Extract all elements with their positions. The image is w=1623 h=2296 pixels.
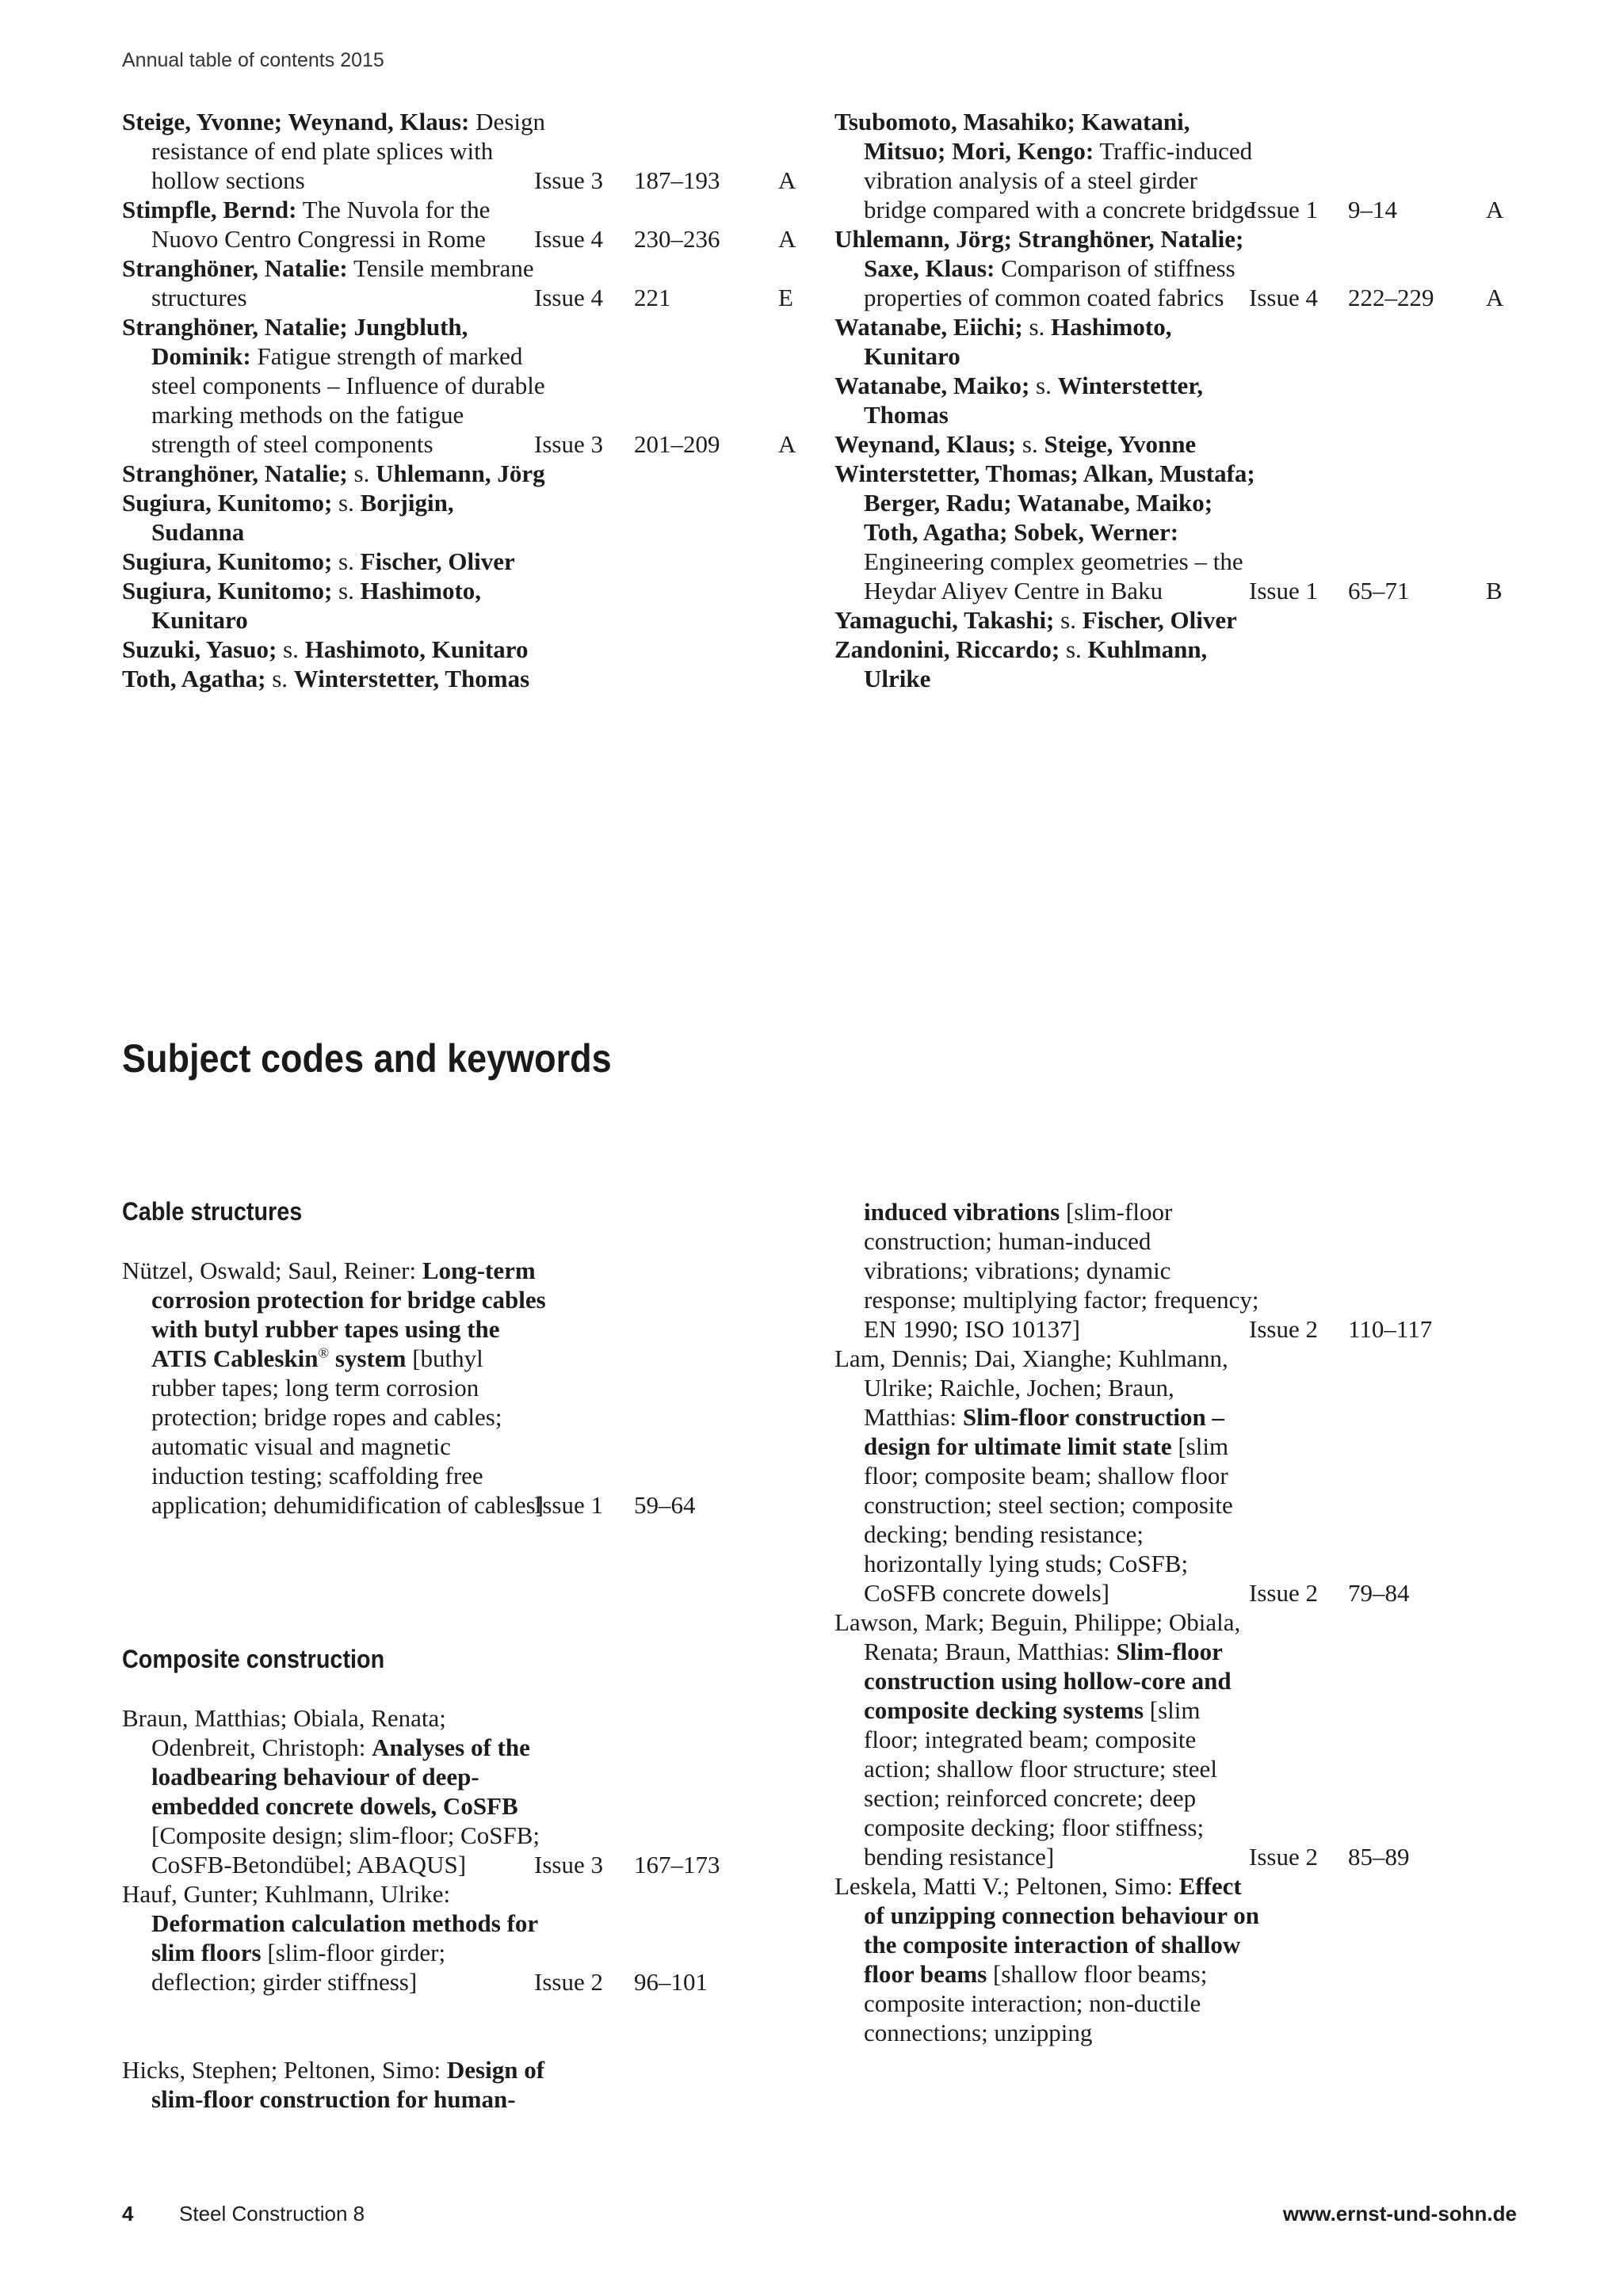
- page-number: 4: [122, 2202, 134, 2225]
- author-cross-reference: Stranghöner, Natalie; s. Uhlemann, Jörg: [122, 460, 545, 487]
- author-cross-reference: Zandonini, Riccardo; s. Kuhlmann, Ulrike: [834, 635, 1208, 692]
- issue-number: Issue 1: [1249, 196, 1318, 223]
- running-head: Annual table of contents 2015: [122, 49, 384, 71]
- issue-number: Issue 3: [534, 430, 603, 458]
- page-range: 222–229: [1348, 284, 1434, 311]
- subject-composite-entries-left: [122, 1703, 831, 1997]
- subject-entry-continuation: induced vibrations [slim-floor construction; human-induced vibrations; vibrations; dynamic response; multiplying factor; frequency; EN 1990; ISO 10137]: [864, 1198, 1259, 1343]
- issue-number: Issue 1: [534, 1491, 603, 1519]
- subject-composite-entries-right: [834, 1197, 1532, 2047]
- subject-code: A: [1486, 196, 1504, 223]
- subject-code: E: [778, 284, 793, 311]
- subject-heading-composite-construction: Composite construction: [122, 1645, 385, 1673]
- issue-number: Issue 4: [1249, 284, 1318, 311]
- author-cross-reference: Watanabe, Eiichi; s. Hashimoto, Kunitaro: [834, 313, 1172, 370]
- subject-entry-meta: [834, 1197, 1532, 1344]
- subject-heading-cable-structures: Cable structures: [122, 1197, 303, 1226]
- journal-name: Steel Construction 8: [179, 2202, 365, 2225]
- issue-number: Issue 2: [534, 1968, 603, 1996]
- subject-entry: Braun, Matthias; Obiala, Renata; Odenbreit, Christoph: Analyses of the loadbearing behaviour of deep-embedded concrete dowels, CoSFB [Composite design; slim-floor; CoSFB; CoSFB-Betondübel; ABAQUS] Issue 3 167–173: [122, 1704, 720, 1878]
- author-cross-reference: Suzuki, Yasuo; s. Hashimoto, Kunitaro: [122, 635, 529, 663]
- issue-number: Issue 1: [1249, 577, 1318, 605]
- author-cross-reference: Watanabe, Maiko; s. Winterstetter, Thomas: [834, 372, 1203, 429]
- page-range: 9–14: [1348, 196, 1397, 223]
- issue-number: Issue 3: [534, 166, 603, 194]
- publisher-url[interactable]: www.ernst-und-sohn.de: [1282, 2202, 1517, 2225]
- author-entry: Steige, Yvonne; Weynand, Klaus: Design resistance of end plate splices with hollow sections Issue 3 187–193 A: [122, 108, 796, 194]
- author-entry: Stranghöner, Natalie: Tensile membrane structures Issue 4 221 E: [122, 254, 793, 311]
- author-cross-reference: Sugiura, Kunitomo; s. Fischer, Oliver: [122, 547, 515, 575]
- issue-number: Issue 2: [1249, 1843, 1318, 1871]
- issue-number: Issue 4: [534, 225, 603, 253]
- page-range: 221: [634, 284, 671, 311]
- page-range: 65–71: [1348, 577, 1410, 605]
- author-cross-reference: Sugiura, Kunitomo; s. Hashimoto, Kunitaro: [122, 577, 482, 634]
- issue-number: Issue 2: [1249, 1579, 1318, 1607]
- subject-code: A: [778, 430, 796, 458]
- author-entry: Stranghöner, Natalie; Jungbluth, Dominik: Fatigue strength of marked steel components – Influence of durable marking methods on the fatigue strength of steel components Issue 3 201–209 A: [122, 313, 796, 458]
- subject-code: A: [1486, 284, 1504, 311]
- subject-code: A: [778, 225, 796, 253]
- subject-entry: Nützel, Oswald; Saul, Reiner: Long-term corrosion protection for bridge cables with butyl rubber tapes using the ATIS Cableskin® system [buthyl rubber tapes; long term corrosion protection; bridge ropes and cables; automatic visual and magnetic induction testing; scaffolding free application; dehumidification of cables] Issue 1 59–64: [122, 1257, 696, 1519]
- page-range: 201–209: [634, 430, 720, 458]
- author-cross-reference: Sugiura, Kunitomo; s. Borjigin, Sudanna: [122, 489, 454, 546]
- issue-number: Issue 4: [534, 284, 603, 311]
- author-cross-reference: Weynand, Klaus; s. Steige, Yvonne: [834, 430, 1197, 458]
- subject-code: B: [1486, 577, 1503, 605]
- subject-cable-entries: [122, 1256, 831, 1520]
- subject-entry: Lam, Dennis; Dai, Xianghe; Kuhlmann, Ulrike; Raichle, Jochen; Braun, Matthias: Slim-floor construction – design for ultimate limit state [slim floor; composite beam; shallow floor construction; steel section; composite decking; bending resistance; horizontally lying studs; CoSFB; CoSFB concrete dowels] Issue 2 79–84: [834, 1344, 1410, 1607]
- author-index-left-column: [122, 107, 831, 693]
- page-range: 110–117: [1348, 1315, 1433, 1343]
- page-range: 230–236: [634, 225, 720, 253]
- subject-code: A: [778, 166, 796, 194]
- page-range: 187–193: [634, 166, 720, 194]
- author-entry: Winterstetter, Thomas; Alkan, Mustafa; Berger, Radu; Watanabe, Maiko; Toth, Agatha; Sobek, Werner: Engineering complex geometries – the Heydar Aliyev Centre in Baku Issue 1 65–71 B: [834, 460, 1503, 605]
- subject-entry: Hauf, Gunter; Kuhlmann, Ulrike: Deformation calculation methods for slim floors [slim-floor girder; deflection; girder stiffness] Issue 2 96–101: [122, 1880, 708, 1996]
- page-range: 79–84: [1348, 1579, 1410, 1607]
- page-range: 59–64: [634, 1491, 696, 1519]
- author-entry: Tsubomoto, Masahiko; Kawatani, Mitsuo; Mori, Kengo: Traffic-induced vibration analysis of a steel girder bridge compared with a concrete bridge Issue 1 9–14 A: [834, 108, 1504, 223]
- author-index-right-column: [834, 107, 1532, 693]
- page-range: 167–173: [634, 1851, 720, 1878]
- issue-number: Issue 3: [534, 1851, 603, 1878]
- author-cross-reference: Toth, Agatha; s. Winterstetter, Thomas: [122, 665, 530, 692]
- page-range: 85–89: [1348, 1843, 1410, 1871]
- author-entry: Stimpfle, Bernd: The Nuvola for the Nuovo Centro Congressi in Rome Issue 4 230–236 A: [122, 196, 796, 253]
- author-entry: Uhlemann, Jörg; Stranghöner, Natalie; Saxe, Klaus: Comparison of stiffness properties of common coated fabrics Issue 4 222–229 A: [834, 225, 1504, 311]
- subject-entry: Lawson, Mark; Beguin, Philippe; Obiala, Renata; Braun, Matthias: Slim-floor construction using hollow-core and composite decking systems [slim floor; integrated beam; composite action; shallow floor structure; steel section; reinforced concrete; deep composite decking; floor stiffness; bending resistance] Issue 2 85–89: [834, 1608, 1410, 1871]
- page-range: 96–101: [634, 1968, 708, 1996]
- author-cross-reference: Yamaguchi, Takashi; s. Fischer, Oliver: [834, 606, 1237, 634]
- issue-number: Issue 2: [1249, 1315, 1318, 1343]
- subject-entry: Leskela, Matti V.; Peltonen, Simo: Effect of unzipping connection behaviour on the composite interaction of shallow floor beams [shallow floor beams; composite interaction; non-ductile connections; unzipping: [834, 1872, 1259, 2046]
- subject-entry-continued: Hicks, Stephen; Peltonen, Simo: Design of slim-floor construction for human-: [122, 2056, 545, 2113]
- section-title: Subject codes and keywords: [122, 1036, 612, 1081]
